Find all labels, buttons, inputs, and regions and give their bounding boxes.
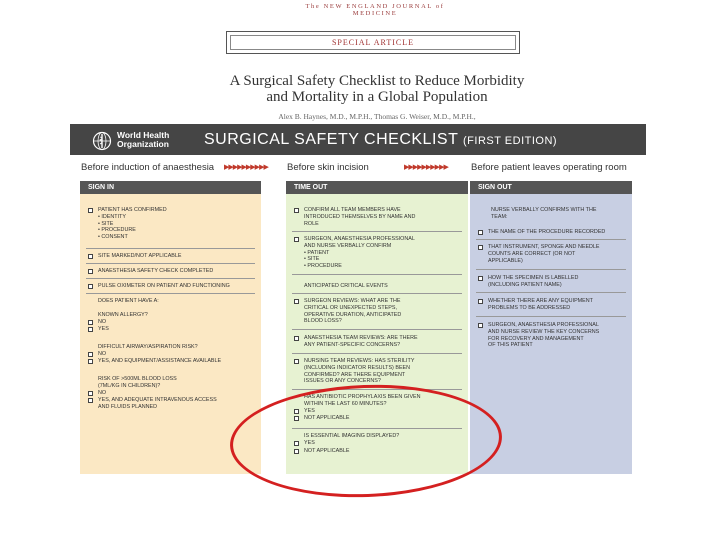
checkbox[interactable]	[88, 254, 93, 259]
item-text: ANAESTHESIA TEAM REVIEWS: ARE THERE ANY PATIENT-SPECIFIC CONCERNS?	[304, 335, 418, 348]
item-text: NOT APPLICABLE	[304, 448, 350, 454]
item-text: YES, AND EQUIPMENT/ASSISTANCE AVAILABLE	[98, 358, 222, 364]
time-out-header: TIME OUT	[286, 181, 468, 194]
item-text: PATIENT HAS CONFIRMED • IDENTITY • SITE • PROCEDURE • CONSENT	[98, 207, 167, 241]
divider	[292, 353, 462, 354]
checkbox[interactable]	[478, 245, 483, 250]
sign-out-counts-correct	[478, 244, 628, 264]
imaging-question: IS ESSENTIAL IMAGING DISPLAYED?	[304, 433, 400, 439]
nurse-confirms-label: NURSE VERBALLY CONFIRMS WITH THE TEAM:	[491, 207, 597, 220]
item-text: SITE MARKED/NOT APPLICABLE	[98, 253, 182, 259]
section-label: SPECIAL ARTICLE	[230, 35, 516, 50]
patient-have-a-label: DOES PATIENT HAVE A:	[98, 298, 159, 304]
journal-masthead: The NEW ENGLAND JOURNAL of MEDICINE	[305, 3, 445, 17]
blood-loss-no	[88, 390, 257, 397]
item-text: WHETHER THERE ARE ANY EQUIPMENT PROBLEMS TO BE ADDRESSED	[488, 298, 593, 311]
checkbox[interactable]	[88, 352, 93, 357]
checkbox[interactable]	[478, 299, 483, 304]
checkbox[interactable]	[88, 327, 93, 332]
article-authors: Alex B. Haynes, M.D., M.P.H., Thomas G. Weiser, M.D., M.P.H.,	[278, 112, 476, 121]
time-out-item-team-introduced	[294, 207, 464, 227]
sign-out-header: SIGN OUT	[470, 181, 632, 194]
item-text: CONFIRM ALL TEAM MEMBERS HAVE INTRODUCED THEMSELVES BY NAME AND ROLE	[304, 207, 416, 227]
who-org-line-1: World Health	[117, 130, 170, 140]
checkbox[interactable]	[88, 208, 93, 213]
divider	[86, 293, 255, 294]
checkbox[interactable]	[294, 359, 299, 364]
item-text: NO	[98, 390, 107, 396]
item-text: NURSING TEAM REVIEWS: HAS STERILITY (INCLUDING INDICATOR RESULTS) BEEN CONFIRMED? ARE THERE EQUIPMENT ISSUES OR ANY CONCERNS?	[304, 358, 415, 385]
divider	[86, 248, 255, 249]
allergy-no	[88, 319, 257, 326]
article-title	[212, 73, 542, 105]
checkbox[interactable]	[478, 276, 483, 281]
checklist-title-text: SURGICAL SAFETY CHECKLIST	[204, 131, 459, 148]
section-label-box	[226, 31, 520, 54]
divider	[476, 239, 626, 240]
who-org-line-2: Organization	[117, 139, 169, 149]
allergy-question: KNOWN ALLERGY?	[98, 312, 148, 318]
divider	[86, 263, 255, 264]
who-globe-icon	[92, 131, 112, 151]
time-out-item-verbally-confirm	[294, 236, 464, 270]
allergy-yes	[88, 326, 257, 333]
sign-out-equipment-problems	[478, 298, 628, 312]
article-title-line-2: and Mortality in a Global Population	[266, 89, 488, 105]
phase-arrows-2: ▶▶▶▶▶▶▶▶▶▶	[404, 164, 448, 171]
airway-question: DIFFICULT AIRWAY/ASPIRATION RISK?	[98, 344, 198, 350]
checkbox[interactable]	[478, 323, 483, 328]
checkbox[interactable]	[88, 359, 93, 364]
item-text: YES	[98, 326, 109, 332]
item-text: ANAESTHESIA SAFETY CHECK COMPLETED	[98, 268, 214, 274]
divider	[476, 269, 626, 270]
item-text: HOW THE SPECIMEN IS LABELLED (INCLUDING PATIENT NAME)	[488, 275, 579, 288]
sign-in-item-patient-confirmed	[88, 207, 257, 241]
anaesthesia-reviews	[294, 335, 464, 349]
item-text: YES	[304, 440, 315, 446]
item-text: YES, AND ADEQUATE INTRAVENOUS ACCESS AND FLUIDS PLANNED	[98, 397, 217, 410]
surgeon-reviews	[294, 298, 464, 325]
airway-no	[88, 351, 257, 358]
phase-label-sign-in: Before induction of anaesthesia	[81, 162, 215, 173]
divider	[86, 278, 255, 279]
item-text: SURGEON, ANAESTHESIA PROFESSIONAL AND NURSE REVIEW THE KEY CONCERNS FOR RECOVERY AND MANAGEMENT OF THIS PATIENT	[488, 322, 600, 349]
anticipated-events-label: ANTICIPATED CRITICAL EVENTS	[304, 283, 388, 289]
item-text: YES	[304, 408, 315, 414]
item-text: NO	[98, 351, 107, 357]
nursing-reviews	[294, 358, 464, 385]
sign-in-item-pulse-oximeter	[88, 283, 257, 290]
checkbox[interactable]	[88, 284, 93, 289]
item-text: PULSE OXIMETER ON PATIENT AND FUNCTIONING	[98, 283, 230, 289]
checkbox[interactable]	[478, 230, 483, 235]
divider	[292, 293, 462, 294]
item-text: SURGEON, ANAESTHESIA PROFESSIONAL AND NURSE VERBALLY CONFIRM • PATIENT • SITE • PROCEDURE	[304, 236, 415, 270]
item-text: NO	[98, 319, 107, 325]
checkbox[interactable]	[88, 269, 93, 274]
sign-in-item-anaesthesia-check	[88, 268, 257, 275]
checklist-header-bar	[70, 124, 646, 155]
item-text: THE NAME OF THE PROCEDURE RECORDED	[488, 229, 606, 235]
item-text: SURGEON REVIEWS: WHAT ARE THE CRITICAL OR UNEXPECTED STEPS, OPERATIVE DURATION, ANTICIPATED BLOOD LOSS?	[304, 298, 402, 325]
checkbox[interactable]	[294, 208, 299, 213]
article-title-line-1: A Surgical Safety Checklist to Reduce Morbidity	[229, 73, 525, 89]
item-text: THAT INSTRUMENT, SPONGE AND NEEDLE COUNTS ARE CORRECT (OR NOT APPLICABLE)	[488, 244, 600, 264]
sign-in-item-site-marked	[88, 253, 257, 260]
checkbox[interactable]	[294, 237, 299, 242]
sign-in-header: SIGN IN	[80, 181, 261, 194]
phase-arrows-1: ▶▶▶▶▶▶▶▶▶▶	[224, 164, 268, 171]
checklist-title	[204, 131, 557, 149]
checklist-edition: (FIRST EDITION)	[463, 135, 558, 147]
divider	[292, 231, 462, 232]
divider	[292, 329, 462, 330]
checkbox[interactable]	[88, 398, 93, 403]
checkbox[interactable]	[88, 391, 93, 396]
blood-loss-yes-iv	[88, 397, 257, 411]
sign-out-recovery-concerns	[478, 322, 628, 349]
sign-out-specimen-labelled	[478, 275, 628, 289]
airway-yes-equipment	[88, 358, 257, 365]
who-org-name	[117, 131, 169, 149]
divider	[292, 274, 462, 275]
checkbox[interactable]	[294, 299, 299, 304]
phase-label-time-out: Before skin incision	[287, 162, 369, 173]
item-text: NOT APPLICABLE	[304, 415, 350, 421]
blood-loss-question: RISK OF >500ML BLOOD LOSS (7ML/KG IN CHILDREN)?	[98, 376, 177, 389]
sign-out-procedure-recorded	[478, 229, 628, 236]
antibiotic-question: HAS ANTIBIOTIC PROPHYLAXIS BEEN GIVEN WITHIN THE LAST 60 MINUTES?	[304, 394, 421, 407]
divider	[476, 316, 626, 317]
checkbox[interactable]	[88, 320, 93, 325]
divider	[476, 292, 626, 293]
phase-label-sign-out: Before patient leaves operating room	[471, 162, 627, 173]
checkbox[interactable]	[294, 336, 299, 341]
